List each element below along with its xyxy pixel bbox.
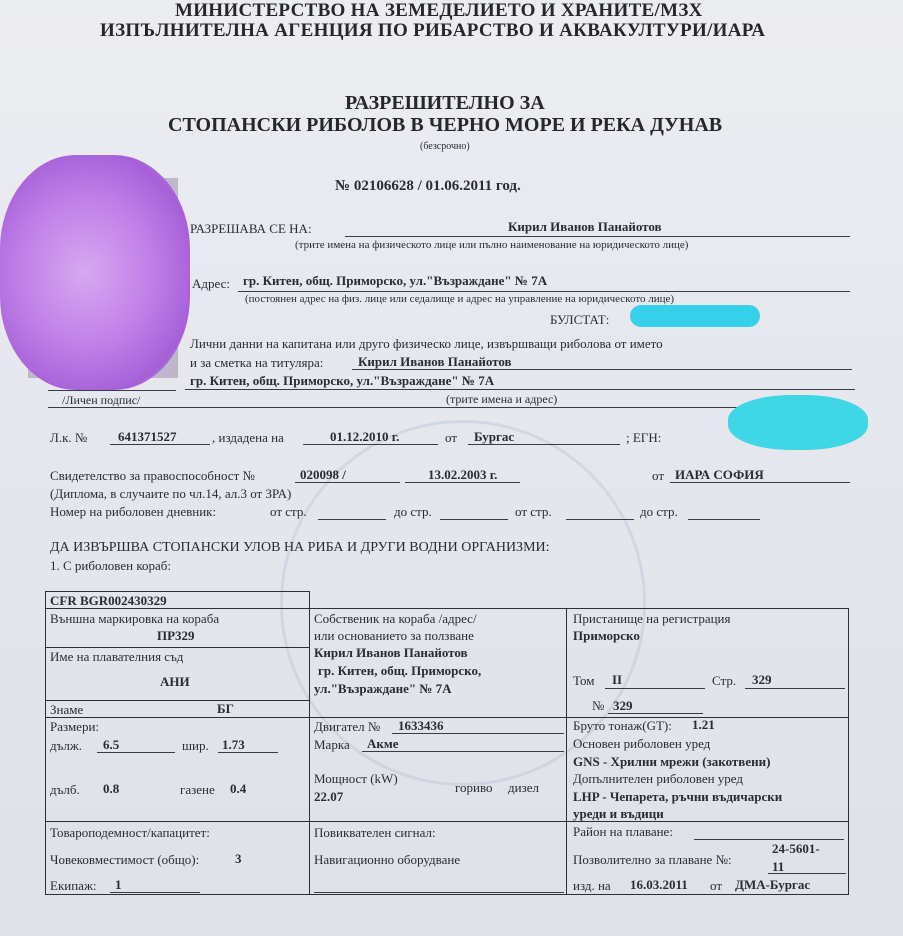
num-value: 329 bbox=[613, 698, 633, 713]
holder-name-line bbox=[345, 236, 850, 237]
title-line1: РАЗРЕШИТЕЛНО ЗА bbox=[345, 92, 545, 114]
holder-name: Кирил Иванов Панайотов bbox=[508, 219, 662, 234]
bulstat-label: БУЛСТАТ: bbox=[550, 312, 610, 327]
length-value: 6.5 bbox=[103, 737, 120, 752]
title-line2: СТОПАНСКИ РИБОЛОВ В ЧЕРНО МОРЕ И РЕКА ДУНАВ bbox=[168, 114, 723, 136]
engine-number: 1633436 bbox=[398, 718, 444, 733]
brand-label: Марка bbox=[314, 737, 350, 752]
draft-label: газене bbox=[180, 782, 215, 797]
nav-line bbox=[314, 892, 564, 893]
logbook-line2 bbox=[440, 519, 508, 520]
permit-label: Позволително за плаване №: bbox=[573, 852, 732, 867]
title-term: (безсрочно) bbox=[420, 141, 470, 152]
certificate-from-label: от bbox=[652, 468, 665, 483]
fuel-value: дизел bbox=[508, 780, 539, 795]
permit-number2: 11 bbox=[772, 859, 785, 874]
num-line bbox=[608, 713, 703, 714]
captain-intro2: и за сметка на титуляра: bbox=[190, 355, 324, 370]
owner-addr2: ул."Възраждане" № 7А bbox=[314, 681, 452, 696]
capacity-label: Товароподемност/капацитет: bbox=[50, 825, 210, 840]
captain-name-line bbox=[352, 369, 852, 370]
port-label: Пристанище на регистрация bbox=[573, 611, 731, 626]
num-label: № bbox=[592, 698, 605, 713]
issued-from-label: от bbox=[445, 430, 458, 445]
gt-value: 1.21 bbox=[692, 717, 715, 732]
certificate-label: Свидетелство за правоспособност № bbox=[50, 468, 255, 483]
length-label: дълж. bbox=[50, 738, 83, 753]
activity-heading: ДА ИЗВЪРШВА СТОПАНСКИ УЛОВ НА РИБА И ДРУГИ ВОДНИ ОРГАНИЗМИ: bbox=[50, 540, 550, 555]
width-label: шир. bbox=[182, 738, 209, 753]
activity-sub: 1. С риболовен кораб: bbox=[50, 558, 171, 573]
redaction-blot-bulstat bbox=[630, 305, 760, 327]
logbook-from1: от стр. bbox=[270, 504, 307, 519]
diploma-note: (Диплома, в случаите по чл.14, ал.3 от ЗРА) bbox=[50, 486, 292, 501]
nav-label: Навигационно оборудване bbox=[314, 852, 461, 867]
external-marking: ПР329 bbox=[157, 628, 195, 643]
issued-label: , издадена на bbox=[212, 430, 284, 445]
flag-value: БГ bbox=[217, 701, 234, 716]
ministry-header: МИНИСТЕРСТВО НА ЗЕМЕДЕЛИЕТО И ХРАНИТЕ/МЗХ bbox=[175, 0, 703, 21]
extra-gear-label: Допълнителен риболовен уред bbox=[573, 771, 744, 786]
main-gear: GNS - Хрилни мрежи (закотвени) bbox=[573, 754, 771, 769]
brand-line bbox=[362, 751, 564, 752]
owner-addr1: гр. Китен, общ. Приморско, bbox=[318, 663, 482, 678]
engine-line bbox=[392, 733, 564, 734]
draft-value: 0.4 bbox=[230, 781, 247, 796]
signature-line bbox=[48, 390, 176, 391]
brand-value: Акме bbox=[367, 736, 399, 751]
captain-address: гр. Китен, общ. Приморско, ул."Възраждане" № 7А bbox=[190, 373, 495, 388]
logbook-line4 bbox=[688, 519, 760, 520]
logbook-line1 bbox=[318, 519, 386, 520]
width-line bbox=[218, 752, 278, 753]
holder-label: РАЗРЕШАВА СЕ НА: bbox=[190, 221, 312, 236]
id-number: 641371527 bbox=[118, 429, 177, 444]
people-value: 3 bbox=[235, 851, 242, 866]
external-marking-label: Външна маркировка на кораба bbox=[50, 611, 220, 626]
signature-hint: /Личен подпис/ bbox=[62, 393, 141, 407]
people-label: Човековместимост (общо): bbox=[50, 852, 200, 867]
captain-address-line bbox=[185, 389, 855, 390]
area-line bbox=[694, 839, 844, 840]
logbook-line3 bbox=[566, 519, 634, 520]
main-gear-label: Основен риболовен уред bbox=[573, 736, 711, 751]
certificate-issuer: ИАРА СОФИЯ bbox=[675, 467, 764, 482]
holder-name-hint: (трите имена на физическото лице или пълно наименование на юридическото лице) bbox=[295, 239, 689, 251]
certificate-date-line bbox=[405, 482, 520, 483]
redaction-blot-photo bbox=[0, 155, 190, 390]
page-value: 329 bbox=[752, 672, 772, 687]
logbook-label: Номер на риболовен дневник: bbox=[50, 504, 217, 519]
extra-gear1: LHP - Чепарета, ръчни въдичарски bbox=[573, 789, 783, 804]
issued-date-line bbox=[303, 444, 438, 445]
owner-label1: Собственик на кораба /адрес/ bbox=[314, 611, 477, 626]
tom-value: II bbox=[612, 672, 623, 687]
certificate-date: 13.02.2003 г. bbox=[428, 467, 498, 482]
id-line bbox=[110, 444, 210, 445]
names-hint: (трите имена и адрес) bbox=[446, 392, 558, 406]
certificate-number: 020098 / bbox=[300, 467, 346, 482]
holder-address: гр. Китен, общ. Приморско, ул."Възраждане" № 7А bbox=[243, 273, 548, 288]
tom-label: Том bbox=[573, 673, 595, 688]
permit-number: № 02106628 / 01.06.2011 год. bbox=[335, 178, 521, 194]
permit-issued-label: изд. на bbox=[573, 878, 611, 893]
fuel-label: гориво bbox=[455, 780, 493, 795]
certificate-number-line bbox=[295, 482, 400, 483]
callsign-label: Повиквателен сигнал: bbox=[314, 825, 436, 840]
address-label: Адрес: bbox=[192, 276, 230, 291]
crew-line bbox=[110, 892, 200, 893]
issued-by-line bbox=[468, 444, 620, 445]
length-line bbox=[97, 752, 175, 753]
address-hint: (постоянен адрес на физ. лице или седалище и адрес на управление на юридическото лице) bbox=[245, 293, 675, 305]
vessel-name: АНИ bbox=[160, 674, 190, 689]
owner-name: Кирил Иванов Панайотов bbox=[314, 645, 468, 660]
tom-line bbox=[605, 688, 705, 689]
width-value: 1.73 bbox=[222, 737, 245, 752]
page-label: Стр. bbox=[712, 673, 737, 688]
engine-label: Двигател № bbox=[314, 719, 381, 734]
id-label: Л.к. № bbox=[50, 430, 88, 445]
captain-name: Кирил Иванов Панайотов bbox=[358, 354, 512, 369]
redaction-blot-egn bbox=[728, 395, 868, 450]
dims-label: Размери: bbox=[50, 719, 100, 734]
cfr-number: CFR BGR002430329 bbox=[50, 593, 167, 608]
egn-label: ; ЕГН: bbox=[626, 430, 662, 445]
permit-issuer: ДМА-Бургас bbox=[735, 877, 811, 892]
certificate-issuer-line bbox=[670, 482, 850, 483]
extra-gear2: уреди и въдици bbox=[573, 806, 664, 821]
depth-label: дълб. bbox=[50, 782, 80, 797]
port-value: Приморско bbox=[573, 628, 640, 643]
crew-label: Екипаж: bbox=[50, 878, 97, 893]
logbook-to1: до стр. bbox=[394, 504, 432, 519]
captain-intro1: Лични данни на капитана или друго физическо лице, извършващи риболова от името bbox=[190, 336, 663, 351]
permit-from-label: от bbox=[710, 878, 723, 893]
gt-label: Бруто тонаж(GT): bbox=[573, 718, 672, 733]
power-value: 22.07 bbox=[314, 789, 344, 804]
area-label: Район на плаване: bbox=[573, 824, 673, 839]
page-line bbox=[745, 688, 845, 689]
issued-by: Бургас bbox=[474, 429, 515, 444]
permit-number-line bbox=[768, 873, 846, 874]
crew-value: 1 bbox=[115, 877, 122, 892]
vessel-name-label: Име на плавателния съд bbox=[50, 649, 184, 664]
flag-cell bbox=[45, 700, 310, 718]
flag-label: Знаме bbox=[50, 702, 84, 717]
logbook-to2: до стр. bbox=[640, 504, 678, 519]
agency-header: ИЗПЪЛНИТЕЛНА АГЕНЦИЯ ПО РИБАРСТВО И АКВАКУЛТУРИ/ИАРА bbox=[100, 20, 766, 41]
address-line bbox=[238, 291, 850, 292]
logbook-from2: от стр. bbox=[515, 504, 552, 519]
permit-number1: 24-5601- bbox=[772, 841, 820, 856]
owner-label2: или основанието за ползване bbox=[314, 628, 474, 643]
depth-value: 0.8 bbox=[103, 781, 120, 796]
power-label: Мощност (kW) bbox=[314, 771, 398, 786]
permit-date: 16.03.2011 bbox=[630, 877, 688, 892]
issued-date: 01.12.2010 г. bbox=[330, 429, 400, 444]
